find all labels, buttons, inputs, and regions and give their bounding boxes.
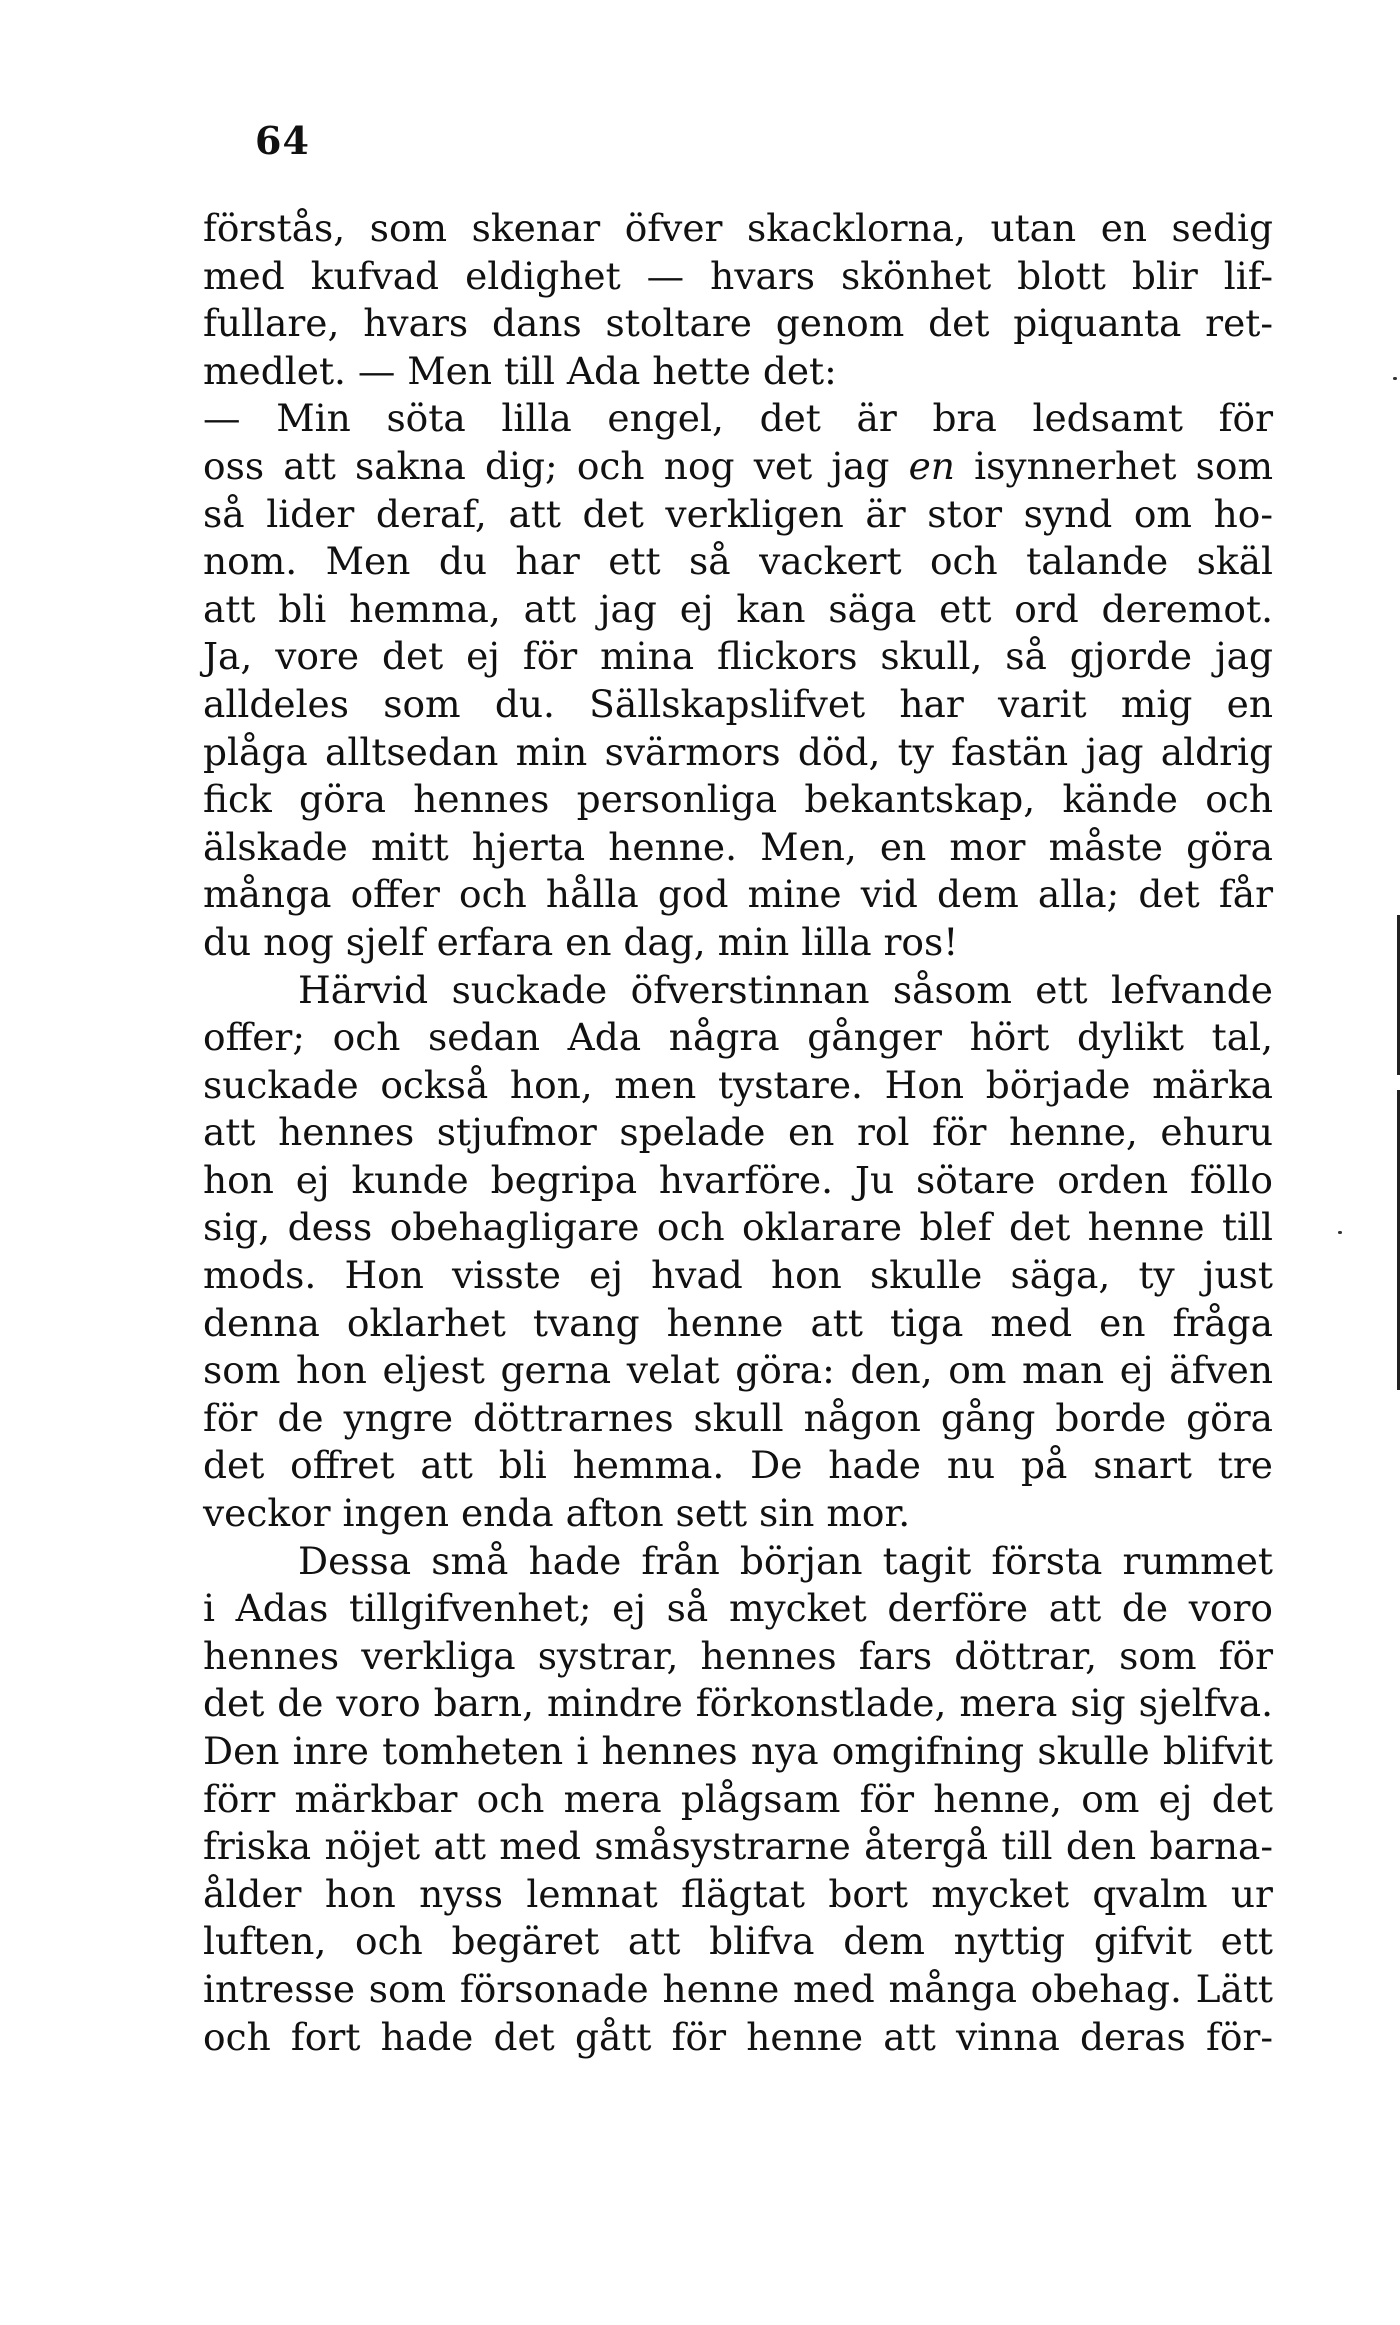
text-line: och fort hade det gått för henne att vinna deras för- (203, 2014, 1273, 2059)
body-text (203, 205, 1273, 2061)
text-line: förstås, som skenar öfver skacklorna, utan en sedig (203, 206, 1273, 250)
text-line: för de yngre döttrarnes skull någon gång borde göra (203, 1395, 1273, 1440)
scan-speck (1393, 377, 1397, 380)
text-line: fullare, hvars dans stoltare genom det piquanta ret- (203, 301, 1273, 346)
scan-speck (1338, 1231, 1342, 1234)
text-line: så lider deraf, att det verkligen är stor synd om ho- (203, 491, 1273, 536)
emphasis: en (908, 443, 955, 488)
text-line: att hennes stjufmor spelade en rol för henne, ehuru (203, 1110, 1273, 1155)
text-line: nom. Men du har ett så vackert och talande skäl (203, 539, 1273, 584)
text-line: intresse som försonade henne med många obehag. Lätt (203, 1966, 1273, 2011)
text-line: offer; och sedan Ada några gånger hört dylikt tal, (203, 1015, 1273, 1060)
text-line: ålder hon nyss lemnat flägtat bort mycket qvalm ur (203, 1871, 1273, 1916)
text-line: med kufvad eldighet — hvars skönhet blott blir lif- (203, 253, 1273, 298)
text-line: hon ej kunde begripa hvarföre. Ju sötare orden föllo (203, 1157, 1273, 1202)
text-line: Ja, vore det ej för mina flickors skull, så gjorde jag (203, 634, 1273, 679)
text-line: denna oklarhet tvang henne att tiga med en fråga (203, 1300, 1273, 1345)
text-line: luften, och begäret att blifva dem nyttig gifvit ett (203, 1919, 1273, 1964)
text-line: friska nöjet att med småsystrarne återgå till den barna- (203, 1824, 1273, 1869)
text-line: Härvid suckade öfverstinnan såsom ett lefvande (298, 967, 1273, 1012)
text-line: veckor ingen enda afton sett sin mor. (203, 1491, 911, 1536)
text-line: suckade också hon, men tystare. Hon började märka (203, 1062, 1273, 1107)
text-line: Den inre tomheten i hennes nya omgifning skulle blifvit (203, 1729, 1273, 1773)
text-line: som hon eljest gerna velat göra: den, om man ej äfven (203, 1348, 1273, 1393)
text-line: oss att sakna dig; och nog vet jag en isynnerhet som (203, 443, 1274, 488)
text-line: att bli hemma, att jag ej kan säga ett ord deremot. (203, 586, 1273, 631)
text-line: hennes verkliga systrar, hennes fars döttrar, som för (203, 1633, 1273, 1678)
text-line: medlet. — Men till Ada hette det: (203, 348, 837, 393)
text-line: älskade mitt hjerta henne. Men, en mor måste göra (203, 824, 1273, 869)
text-line: du nog sjelf erfara en dag, min lilla ros! (203, 919, 959, 964)
text-line: det offret att bli hemma. De hade nu på snart tre (203, 1443, 1273, 1488)
text-line: alldeles som du. Sällskapslifvet har varit mig en (203, 681, 1273, 726)
text-line: många offer och hålla god mine vid dem alla; det får (203, 872, 1273, 917)
text-line: fick göra hennes personliga bekantskap, kände och (203, 777, 1273, 822)
text-line: sig, dess obehagligare och oklarare blef det henne till (203, 1205, 1273, 1250)
text-line: mods. Hon visste ej hvad hon skulle säga, ty just (203, 1253, 1273, 1298)
page-number: 64 (255, 118, 310, 163)
text-line: förr märkbar och mera plågsam för henne, om ej det (203, 1776, 1273, 1821)
text-line: Dessa små hade från början tagit första rummet (298, 1538, 1273, 1583)
text-line: plåga alltsedan min svärmors död, ty fastän jag aldrig (203, 729, 1273, 774)
text-line: det de voro barn, mindre förkonstlade, mera sig sjelfva. (203, 1681, 1273, 1726)
text-line: — Min söta lilla engel, det är bra ledsamt för (203, 396, 1273, 441)
text-line: i Adas tillgifvenhet; ej så mycket derföre att de voro (203, 1586, 1273, 1631)
